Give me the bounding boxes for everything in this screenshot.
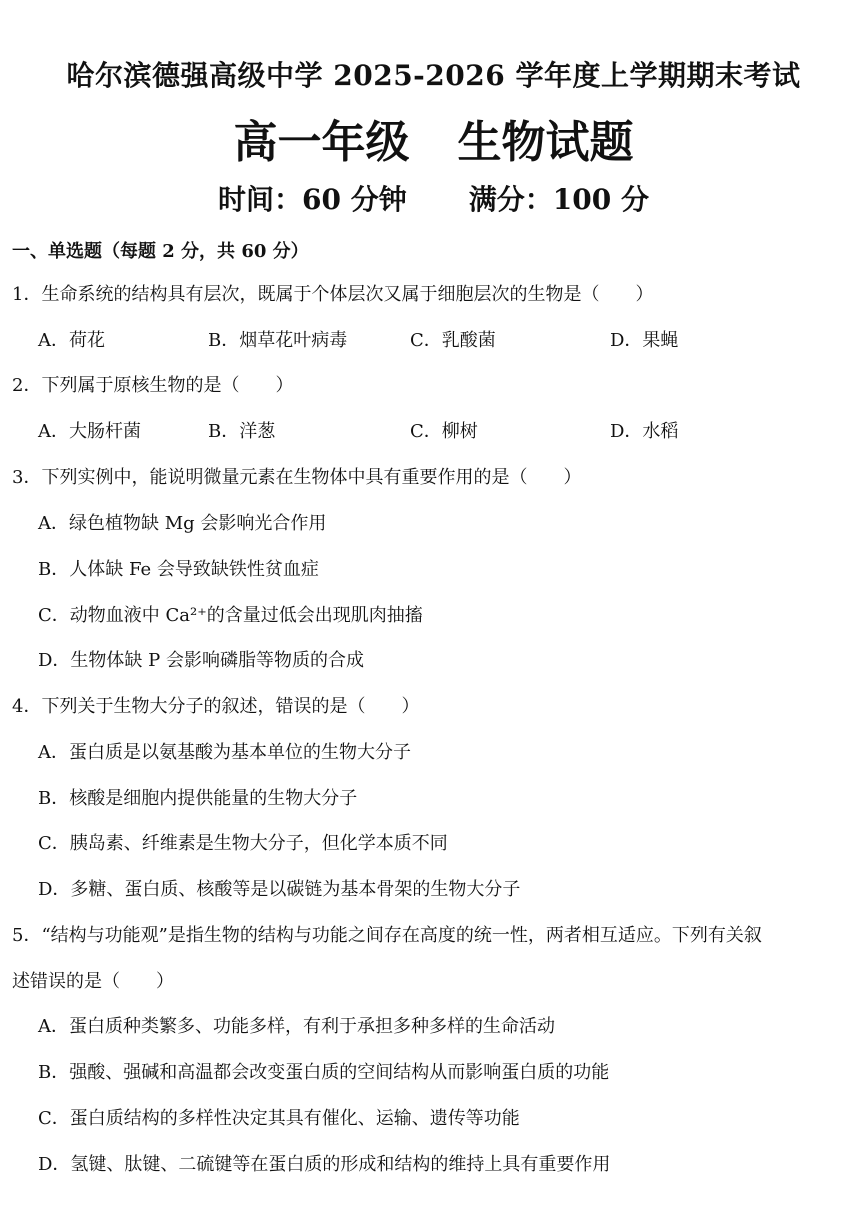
question-3-option-b: B．人体缺 Fe 会导致缺铁性贫血症	[38, 559, 319, 580]
question-2-option-b: B．洋葱	[208, 421, 276, 442]
school-exam-title: 哈尔滨德强高级中学 2025-2026 学年度上学期期末考试	[66, 59, 801, 92]
question-2-option-a: A．大肠杆菌	[38, 421, 141, 442]
question-5-stem-line-2: 述错误的是（ ）	[12, 971, 174, 992]
question-1-stem: 1．生命系统的结构具有层次，既属于个体层次又属于细胞层次的生物是（ ）	[12, 284, 654, 305]
exam-info	[0, 178, 867, 218]
question-2-options	[38, 420, 858, 444]
subject-label: 生物试题	[457, 117, 634, 168]
grade-label: 高一年级	[233, 117, 410, 168]
question-5-option-a: A．蛋白质种类繁多、功能多样，有利于承担多种多样的生命活动	[38, 1016, 555, 1037]
question-5-option-c: C．蛋白质结构的多样性决定其具有催化、运输、遗传等功能	[38, 1108, 520, 1129]
exam-time: 时间：60 分钟	[218, 183, 407, 216]
question-3-option-a: A．绿色植物缺 Mg 会影响光合作用	[38, 513, 327, 534]
question-5-option-d: D．氢键、肽键、二硫键等在蛋白质的形成和结构的维持上具有重要作用	[38, 1154, 611, 1175]
question-1-option-b: B．烟草花叶病毒	[208, 330, 348, 351]
exam-score: 满分：100 分	[468, 183, 649, 216]
question-5-option-b: B．强酸、强碱和高温都会改变蛋白质的空间结构从而影响蛋白质的功能	[38, 1062, 610, 1083]
question-4-option-d: D．多糖、蛋白质、核酸等是以碳链为基本骨架的生物大分子	[38, 879, 521, 900]
question-1-option-c: C．乳酸菌	[410, 330, 496, 351]
question-3-option-c: C．动物血液中 Ca²⁺的含量过低会出现肌肉抽搐	[38, 605, 423, 626]
question-1-option-d: D．果蝇	[610, 330, 679, 351]
exam-title	[0, 106, 867, 170]
question-4-stem: 4．下列关于生物大分子的叙述，错误的是（ ）	[12, 696, 420, 717]
question-5-stem-line-1: 5．“结构与功能观”是指生物的结构与功能之间存在高度的统一性，两者相互适应。下列有关叙	[12, 925, 762, 946]
question-4-option-c: C．胰岛素、纤维素是生物大分子，但化学本质不同	[38, 833, 448, 854]
section-heading: 一、单选题（每题 2 分，共 60 分）	[12, 241, 309, 262]
question-3-option-d: D．生物体缺 P 会影响磷脂等物质的合成	[38, 650, 364, 671]
question-2-stem: 2．下列属于原核生物的是（ ）	[12, 375, 294, 396]
question-1-options	[38, 329, 858, 353]
question-2-option-d: D．水稻	[610, 421, 679, 442]
question-4-option-b: B．核酸是细胞内提供能量的生物大分子	[38, 788, 358, 809]
question-4-option-a: A．蛋白质是以氨基酸为基本单位的生物大分子	[38, 742, 411, 763]
question-3-stem: 3．下列实例中，能说明微量元素在生物体中具有重要作用的是（ ）	[12, 467, 582, 488]
question-1-option-a: A．荷花	[38, 330, 105, 351]
question-2-option-c: C．柳树	[410, 421, 478, 442]
